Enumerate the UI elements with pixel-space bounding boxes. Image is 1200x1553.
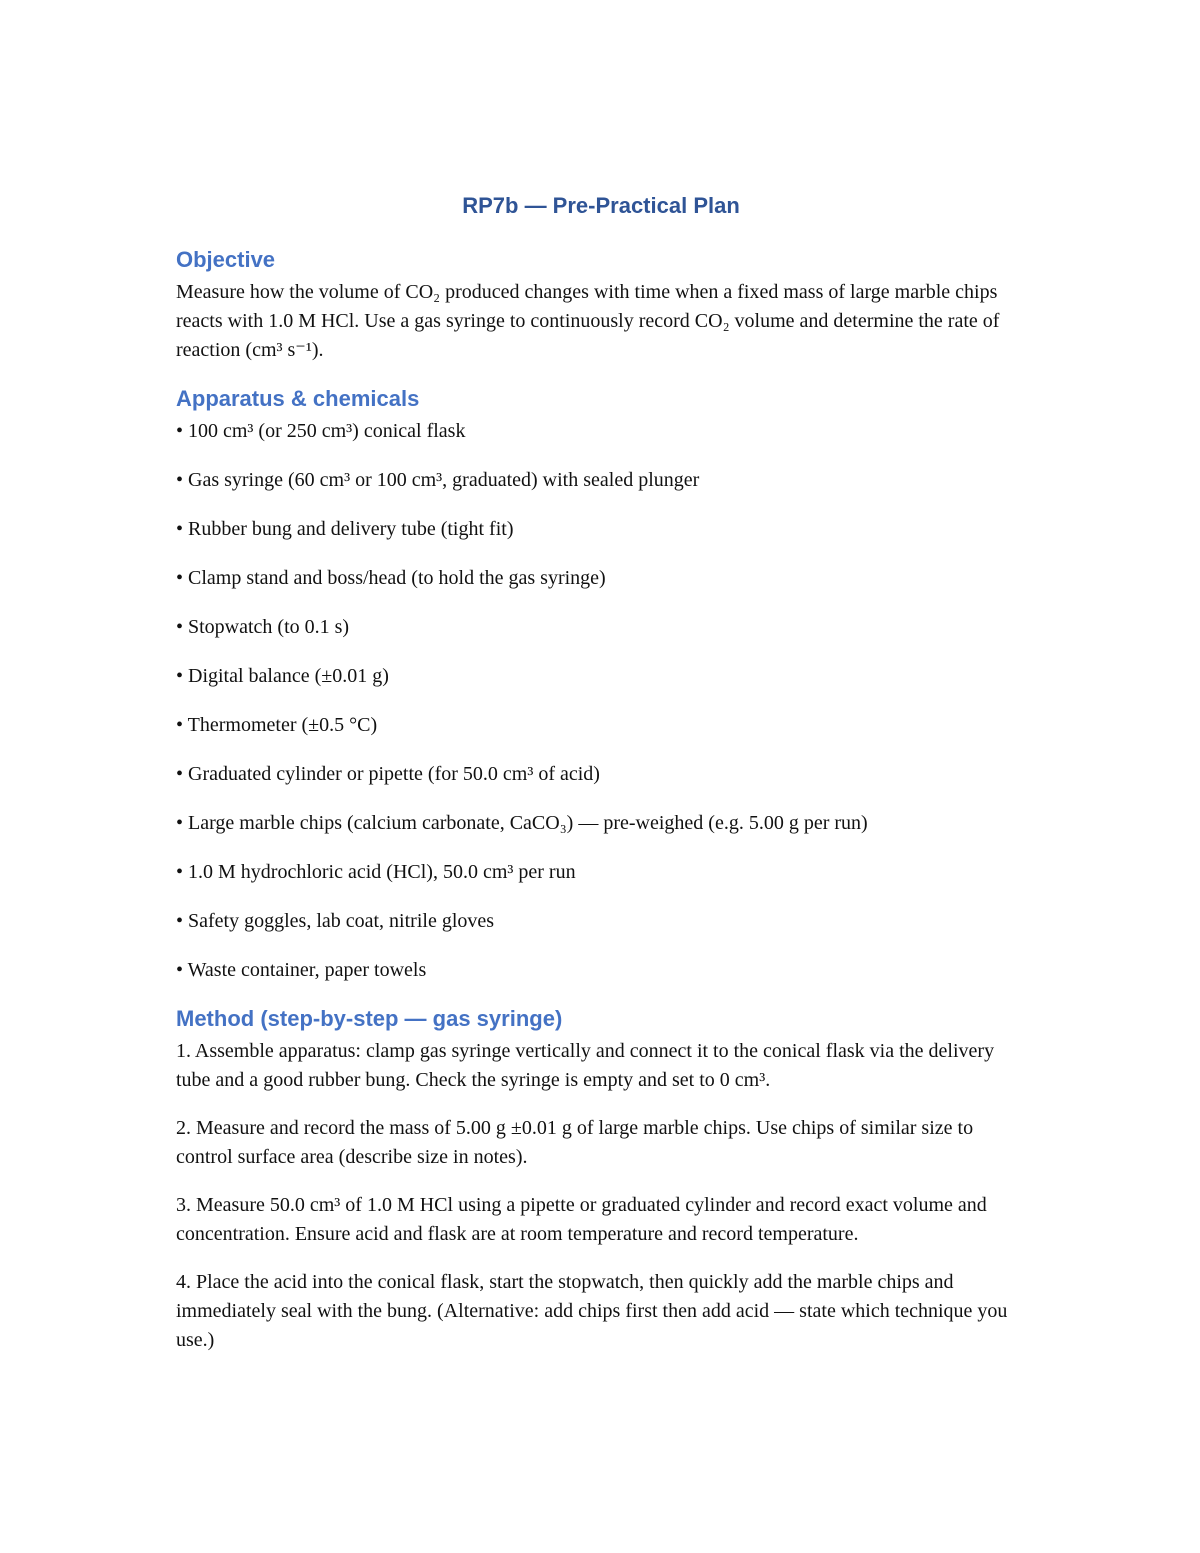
apparatus-item: • Graduated cylinder or pipette (for 50.0 cm³ of acid) [176, 763, 600, 785]
objective-heading: Objective [176, 247, 276, 272]
apparatus-item: • Digital balance (±0.01 g) [176, 665, 389, 687]
method-step: 2. Measure and record the mass of 5.00 g ±0.01 g of large marble chips. Use chips of similar size to control surface area (describe size in notes). [176, 1117, 974, 1168]
apparatus-item: • Large marble chips (calcium carbonate, CaCO₃) — pre-weighed (e.g. 5.00 g per run) [176, 812, 868, 834]
apparatus-item: • Rubber bung and delivery tube (tight fit) [176, 518, 514, 540]
apparatus-item: • Thermometer (±0.5 °C) [176, 714, 378, 736]
apparatus-item: • Waste container, paper towels [176, 959, 427, 981]
apparatus-item: • Stopwatch (to 0.1 s) [176, 616, 350, 638]
method-heading: Method (step-by-step — gas syringe) [176, 1006, 563, 1031]
page-title: RP7b — Pre-Practical Plan [462, 193, 740, 218]
apparatus-item: • 100 cm³ (or 250 cm³) conical flask [176, 420, 466, 442]
apparatus-list [176, 417, 1026, 985]
objective-text: Measure how the volume of CO₂ produced changes with time when a fixed mass of large marble chips reacts with 1.0 M HCl. Use a gas syringe to continuously record CO₂ volume and determine the rate of reaction (cm³ s⁻¹). [176, 281, 1000, 361]
apparatus-item: • Clamp stand and boss/head (to hold the gas syringe) [176, 567, 606, 589]
method-step: 3. Measure 50.0 cm³ of 1.0 M HCl using a pipette or graduated cylinder and record exact volume and concentration. Ensure acid and flask are at room temperature and record temperature. [176, 1194, 987, 1245]
apparatus-item: • Safety goggles, lab coat, nitrile gloves [176, 910, 495, 932]
method-step: 4. Place the acid into the conical flask, start the stopwatch, then quickly add the marble chips and immediately seal with the bung. (Alternative: add chips first then add acid — state which technique you use.) [176, 1271, 1008, 1351]
method-step: 1. Assemble apparatus: clamp gas syringe vertically and connect it to the conical flask via the delivery tube and a good rubber bung. Check the syringe is empty and set to 0 cm³. [176, 1040, 995, 1091]
method-list [176, 1037, 1026, 1355]
document-body [176, 192, 1026, 1374]
apparatus-item: • Gas syringe (60 cm³ or 100 cm³, graduated) with sealed plunger [176, 469, 700, 491]
apparatus-heading: Apparatus & chemicals [176, 386, 420, 411]
apparatus-item: • 1.0 M hydrochloric acid (HCl), 50.0 cm³ per run [176, 861, 576, 883]
